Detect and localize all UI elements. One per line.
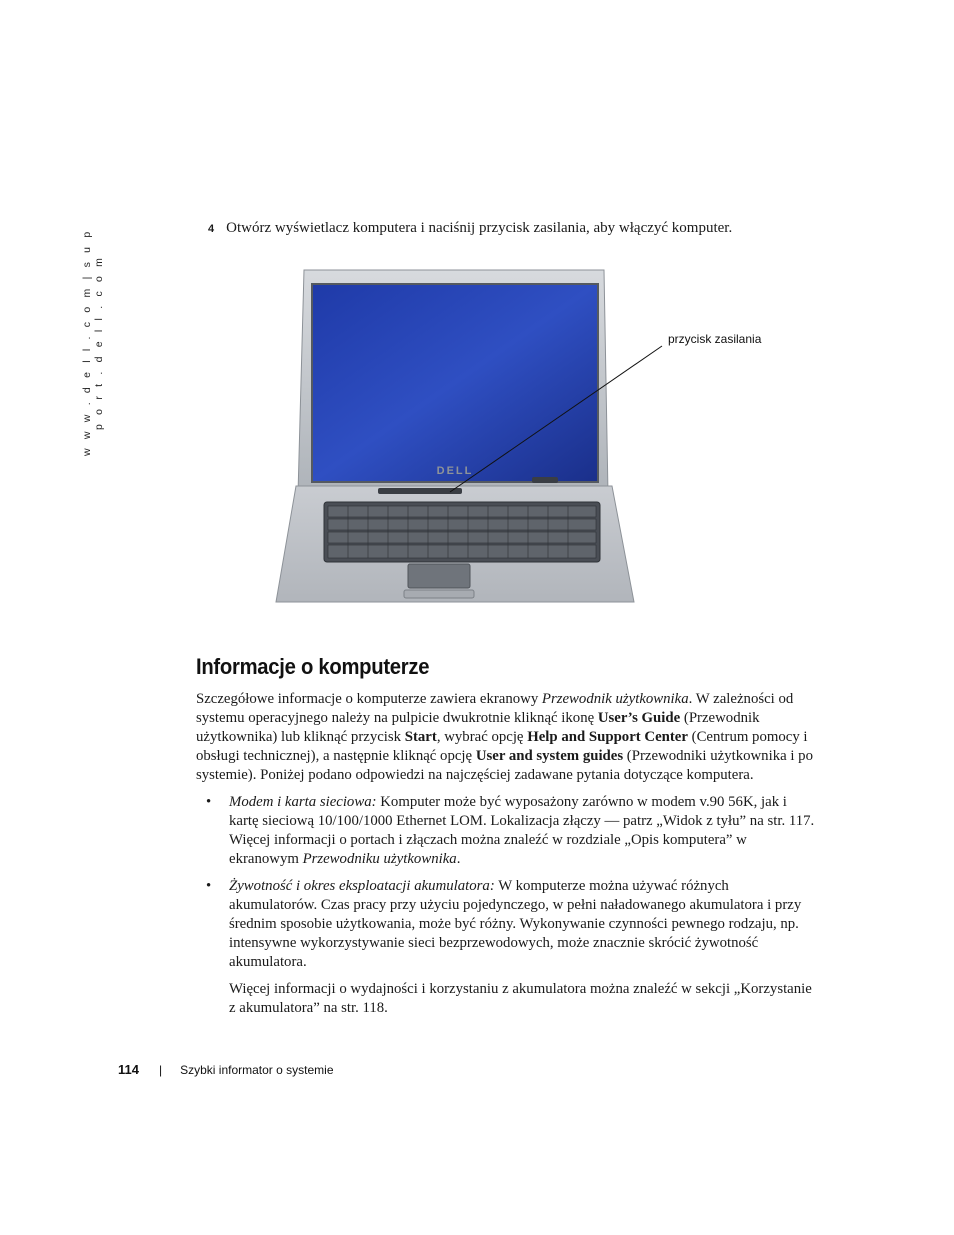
- intro-italic-1: Przewodnik użytkownika: [541, 691, 689, 707]
- intro-bold-2: Start: [404, 729, 437, 745]
- intro-bold-3: Help and Support Center: [527, 729, 688, 745]
- intro-text-1: Szczegółowe informacje o komputerze zawiera ekranowy: [196, 691, 542, 707]
- bullet-1-subparagraph: Więcej informacji o wydajności i korzystaniu z akumulatora można znaleźć w sekcji „Korzystanie z akumulatora” na str. 118.: [229, 981, 812, 1016]
- intro-text-2: . W zależności od systemu operacyjnego należy na pulpicie dwukrotnie kliknąć ikonę: [196, 691, 794, 726]
- bullet-marker: •: [206, 794, 212, 810]
- bullet-0-text: Komputer może być wyposażony zarówno w modem v.90 56K, jak i kartę sieciową 10/100/1000 Ethernet LOM. Lokalizacja złączy — patrz „Widok z tyłu” na str. 117. Więcej informacji o portach i złączach można znaleźć w rozdziale „Opis komputera” w ekranowym: [229, 794, 815, 867]
- bullet-1-italic: Żywotność i okres eksploatacji akumulatora:: [229, 878, 495, 894]
- dell-logo: DELL: [436, 465, 474, 477]
- power-strip: [378, 488, 462, 494]
- page-number: 114: [118, 1062, 139, 1077]
- intro-text-3: (Przewodnik użytkownika) lub kliknąć przycisk: [196, 710, 760, 745]
- bullet-list: [196, 793, 816, 1018]
- step-4: [208, 220, 732, 237]
- bullet-1-text: W komputerze można używać różnych akumulatorów. Czas pracy przy użyciu pojedynczego, w pełni naładowanego akumulatora i przy średnim sposobie użytkowania, może być różny. Wykonywanie czynności pewnego rodzaju, np. intensywne wykorzystywanie sieci bezprzewodowych, może znacznie skrócić żywotność akumulatora.: [229, 878, 802, 970]
- intro-bold-4: User and system guides: [475, 748, 624, 764]
- section-body: [196, 690, 816, 1026]
- section-title: Informacje o komputerze: [196, 654, 430, 679]
- bullet-modem: [196, 793, 816, 869]
- intro-text-4: , wybrać opcję: [436, 729, 528, 745]
- bullet-marker: •: [206, 878, 212, 894]
- intro-text-5: (Centrum pomocy i obsługi technicznej), a następnie kliknąć opcję: [196, 729, 808, 764]
- intro-paragraph: [196, 690, 816, 785]
- step-number: 4: [208, 223, 215, 235]
- laptop-figure: [268, 262, 768, 634]
- laptop-illustration: [268, 262, 768, 634]
- footer-separator: |: [158, 1063, 163, 1077]
- intro-text-6: (Przewodniki użytkownika i po systemie). Poniżej podano odpowiedzi na najczęściej zadawane pytania dotyczące komputera.: [196, 748, 813, 783]
- bullet-0-text-2: .: [456, 851, 461, 867]
- side-url: w w w . d e l l . c o m | s u p p o r t . d e l l . c o m: [81, 228, 105, 456]
- screen: [312, 284, 598, 482]
- intro-bold-1: User’s Guide: [597, 710, 681, 726]
- step-text: Otwórz wyświetlacz komputera i naciśnij przycisk zasilania, aby włączyć komputer.: [226, 220, 733, 236]
- bullet-0-italic: Modem i karta sieciowa:: [229, 794, 377, 810]
- bullet-battery: [196, 877, 816, 1018]
- page-footer: [118, 1062, 334, 1077]
- bullet-0-italic-2: Przewodniku użytkownika: [302, 851, 457, 867]
- touchpad: [408, 564, 470, 588]
- footer-title: Szybki informator o systemie: [180, 1063, 334, 1077]
- power-button-callout: przycisk zasilania: [668, 332, 762, 346]
